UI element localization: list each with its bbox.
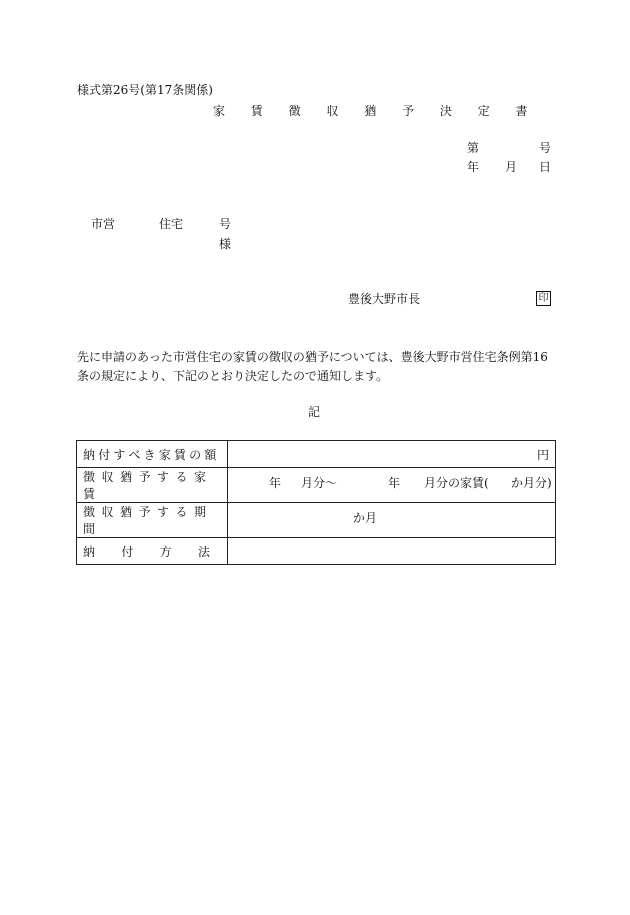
from-year-label: 年 — [269, 476, 282, 490]
to-month-label: 月分の家賃( — [424, 476, 489, 490]
doc-number-suffix: 号 — [539, 141, 552, 155]
deferral-period-label: 徴収猶予する期間 — [83, 505, 213, 536]
row-label — [77, 468, 228, 503]
deferred-rent-label: 徴収猶予する家賃 — [83, 470, 213, 501]
notice-body-text: 先に申請のあった市営住宅の家賃の徴収の猶予については、豊後大野市営住宅条例第16条の規定により、下記のとおり決定したので通知します。 — [77, 350, 548, 383]
form-number: 様式第26号(第17条関係) — [77, 83, 213, 97]
deferral-info-table — [76, 440, 556, 565]
issuer-name: 豊後大野市長 — [348, 292, 421, 306]
doc-number-prefix: 第 — [467, 141, 480, 155]
row-label — [77, 503, 228, 538]
to-year-label: 年 — [388, 476, 401, 490]
row-label — [77, 441, 228, 468]
yen-unit: 円 — [536, 447, 549, 462]
rent-amount-label: 納付すべき家賃の額 — [83, 447, 220, 462]
recipient-number-label: 号 — [219, 217, 232, 231]
label-char: 法 — [197, 544, 213, 559]
seal-mark: 印 — [536, 291, 551, 306]
date-month-label: 月 — [505, 160, 518, 174]
document-title: 家 賃 徴 収 猶 予 決 定 書 — [213, 104, 539, 118]
table-row — [77, 468, 556, 503]
label-char: 付 — [121, 544, 137, 559]
date-day-label: 日 — [539, 160, 552, 174]
from-month-label: 月分〜 — [301, 476, 338, 490]
months-unit: か月 — [353, 511, 378, 525]
deferred-rent-cell — [228, 468, 556, 503]
deferral-period-cell — [228, 503, 556, 538]
payment-method-cell — [228, 538, 556, 565]
rent-amount-cell — [228, 441, 556, 468]
label-char: 方 — [159, 544, 175, 559]
table-row — [77, 503, 556, 538]
date-year-label: 年 — [467, 160, 480, 174]
ki-heading: 記 — [308, 405, 321, 419]
label-char: 納 — [83, 544, 99, 559]
recipient-jutaku-label: 住宅 — [159, 217, 184, 231]
payment-method-label — [83, 543, 213, 560]
table-row — [77, 441, 556, 468]
table-row — [77, 538, 556, 565]
months-count-label: か月分) — [511, 476, 552, 490]
recipient-shiei-label: 市営 — [91, 217, 116, 231]
row-label — [77, 538, 228, 565]
recipient-honorific: 様 — [219, 237, 232, 251]
